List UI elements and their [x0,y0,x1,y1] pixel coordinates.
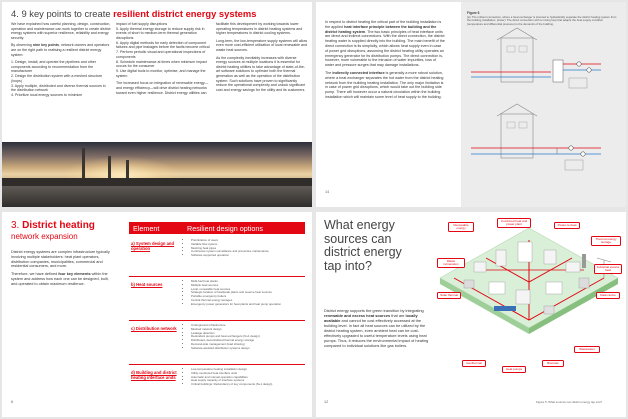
source-label: Wastewater [574,346,600,353]
row-key: a) System design and operation [131,241,175,251]
intro-text [11,250,111,290]
header-element: Element [133,224,160,233]
table-row [129,236,305,274]
text-run: and cannot be cost effectively accessed at the building level. In fact all heat sources can be utilized by the district heating system, even ambient heat can be cost-effectively upgraded to useful temperature levels using heat pumps. Thus, it reduces the environmental impact of heating compared to individual solutions like gas boilers. [324,318,429,348]
value-item: • Critical buildings: Redundancy of key components (N+1 design) [191,383,303,387]
page-heading [11,8,256,19]
table-row [129,320,305,362]
page-number: 12 [324,400,329,404]
row-values [187,239,303,258]
direct-connection-diagram [471,104,601,170]
value-item: • Continuous system surveillance and preventive maintenance [191,250,303,254]
text-run: By observing [11,43,33,48]
pump [587,68,591,72]
building [546,282,562,294]
value-item: • Leakage detection [191,332,303,336]
key-points-list-right [116,27,211,79]
hot-water-tank [565,160,583,170]
list-item: 2. Design the distribution system with a meshed structure (loops) [11,74,103,83]
list-item: 5. Apply thermal energy storage to reduce supply risk in events of short to medium-term thermal generation disruptions [116,26,205,40]
value-item: • Redundant pumps and heat exchangers (N+1 design) [191,335,303,339]
paragraph: The increased focus on integration of renewable energy—and energy efficiency—will drive district heating networks toward even higher resilience. District energy utilities can [116,81,209,95]
value-item: • Utility-monitored heat interface units [191,372,303,376]
value-item: • Central thermal energy storages [191,299,303,303]
row-values [187,368,303,387]
value-item: • Emergency power generators for heat plants and heat pump operation [191,303,303,307]
source-label: Data centre [596,292,620,299]
text-run: , network owners and operators are on the right path to realising a resilient district energy system: [11,43,110,57]
building [489,282,505,294]
building [579,278,589,288]
list-item: 1. Design, install, and operate the pipelines and other components according to recommendation from the manufacturer [11,60,96,74]
heat-exchanger [553,60,563,82]
page-number: 6 [11,400,14,404]
radiator [519,122,527,128]
paragraph [324,308,434,348]
value-item: • Distributed, decentralized thermal energy storage [191,339,303,343]
heading-plain: 9 key points to create [21,8,114,19]
value-item: • Software-assisted distribution systems design [191,347,303,351]
source-label: Heat pumps [502,366,526,373]
photo-skyline [2,178,312,186]
value-item: • Prioritization of users [191,239,303,243]
building [566,262,580,272]
text-run: is generally a more robust solution, where a heat exchanger separates the hot water from the district heating network from the building heating installation. The only major limitation is in case of power grid disruptions, which would take out the building side pump. There will however occur a natural circulation within the building installation which will maintain some level of heat supply to the building. [325,70,444,99]
hot-water-tank [569,78,587,88]
row-values [187,324,303,351]
value-item: • Meshed network design [191,328,303,332]
source-label: Geothermal [462,360,486,367]
building [516,290,530,304]
figure-panel [461,2,626,207]
heading-bold: District heating [22,220,95,231]
list-item: 4. Prioritize local energy sources to minimize [11,93,83,98]
page-heat-interface [316,2,626,207]
paragraph: facilitate this development by working towards lower operating temperatures in district heating systems and higher temperatures in district cooling systems. [216,22,303,36]
text-run: The [325,70,333,75]
building [496,250,506,266]
page-network-expansion [2,212,312,417]
table-header [129,222,305,234]
value-item: • Low-temperature heating installation design [191,368,303,372]
text-run: that are [390,313,406,318]
row-key: c) Distribution network [131,326,177,331]
page-energy-sources [316,212,626,417]
paragraph [325,20,445,68]
text-run-bold: locally available [324,313,418,323]
column-3 [216,22,308,95]
column-1 [11,22,111,98]
text-run: District energy supports the green transition by integrating [324,308,424,313]
building [518,242,532,262]
source-label: Biomass [542,360,564,367]
heading-number: 3. [11,220,20,231]
valve [577,62,581,66]
text-run: within the system and address how each one can be designed, built, and operated to obtain maximum resilience. [11,272,109,286]
design-options-table [129,222,305,414]
value-item: • Underground infrastructure [191,324,303,328]
connection-diagram [461,2,626,207]
page-heading: What energy sources can district energy tap into? [324,218,402,273]
text-run-bold: four key elements [58,272,91,277]
key-points-list-left [11,60,111,98]
source-label: Industrial excess heat [594,264,622,274]
valve [569,146,573,150]
table-row [129,364,305,412]
heading-red: resilient district energy systems [113,8,257,19]
interface-text [325,20,445,103]
source-label: Combined heat and power plant [497,218,531,228]
list-item: 3. Apply multiple, distributed and diverse thermal sources in the distribution network [11,83,106,93]
paragraph: Long-term, the low-temperature supply systems will allow even more cost-efficient utilization of local renewable and waste heat sources. [216,38,308,52]
list-item: 6. Apply digital methods for early detection of component failures and pipe leakages before the faults become critical [116,40,210,50]
source-label: Renewable energy [448,222,474,232]
figure-caption: Figure 5. What sources can district energy tap into? [536,400,603,404]
list-item: 8. Schedule maintenance at times when minimum impact occurs for the consumer [116,59,207,69]
source-label: Thermal energy storage [591,236,621,246]
photo-water [2,186,312,207]
paragraph: District energy systems are complex infrastructure typically involving multiple stakeholders: heat plant operators, distribution companies, municipalities, commercial and residential consumers, and more. [11,250,110,269]
continued-text: impact of fuel supply disruptions [116,22,168,26]
page-number: 14 [325,190,330,194]
heading-number: 4. [11,8,19,19]
chimney [582,254,586,268]
value-item: • Portable emergency boilers [191,295,303,299]
value-item: • Variable flow system [191,243,303,247]
header-options: Resilient design options [187,224,263,233]
source-label: Waste incineration [437,258,465,268]
value-item: • Local, renewable heat sources [191,288,303,292]
figure-label: Figure 6 [467,11,480,15]
value-item: • Strategic location of heat/peak plants and reserve heat sources [191,291,303,295]
section-heading [11,220,95,232]
row-key: b) Heat sources [131,282,163,287]
value-item: • Heat supply capacity of interface systems [191,379,303,383]
text-run-bold: indirectly connected interface [332,70,385,75]
text-run-bold: renewable and excess heat sources [324,313,391,318]
building [464,280,474,288]
radiator [507,46,515,52]
solar-field [494,306,516,311]
row-values [187,280,303,307]
value-item: • Multiple heat sources [191,284,303,288]
list-item: 9. Use digital tools to monitor, optimise, and manage the system [116,69,206,78]
section-subheading: network expansion [11,232,78,241]
value-item: • Meshing heat pipes [191,247,303,251]
text-run-bold: nine key points [32,43,59,48]
radiator [519,46,527,52]
list-item: 7. Perform periodic visual and operational inspections of components [116,50,206,59]
row-key: d) Building and district heating interface units [131,370,177,380]
paragraph: As the complexity inevitably increases with diverse energy sources at multiple locations it is essential for district heating utilities to take advantage of state-of-the-art software solutions to optimize both the thermal generation as well as the operation of the distribution system. Such solutions have proven to significantly reduce the operational complexity and unlock significant cost and energy savings for the utility and its customers. [216,55,306,92]
value-item: • Multi-fuel heat plants [191,280,303,284]
text-run: In respect to district heating the critical part of the building installation is the applied [325,20,442,29]
pump [581,152,585,156]
power-plant-photo [2,142,312,207]
radiator [507,122,515,128]
house-outline [501,38,533,82]
building [544,250,556,264]
value-item: • Software supported operation [191,254,303,258]
house-outline [501,114,533,158]
text-run: . The two basic principles of heat interface units are direct and indirect connections. With the direct connection, the district heating water is supplied directly into the building. The main benefit of the direct connection is its simplicity, which allows heat supply even in case of power grid disruptions, assuming the district heating utility operates an emergency generator for its distribution pumps. The direct connection is, however, more vulnerable to the intrusion of water impurities, loss of water and pressure surges that may damage installations. [325,29,445,68]
page-key-points [2,2,312,207]
column-2 [116,22,211,98]
paragraph [325,71,445,100]
body-text [324,308,434,351]
storage-tank [544,306,554,314]
table-row [129,276,305,318]
figure-caption: (a): The indirect connection, where a heat exchanger is inserted to hydraulically separate the district heating system from the building installation. (lower): The direct connection with a mixing loop that adapts the heat supply condition (temperature and differential pressure) to the demands of the building. [467,15,617,26]
source-label: Solar thermal [437,292,461,299]
intro-paragraph: We have explained how careful planning, design, construction, operation and maintenance can work together to create district energy systems with superior resilience, reliability and energy security. [11,22,111,40]
building [474,262,486,272]
value-item: • Demand-side management (load shaving) [191,343,303,347]
value-item: • Automatic and manual operation capabilities [191,376,303,380]
paragraph [11,272,111,286]
intro-paragraph-2 [11,43,111,57]
indirect-connection-diagram [471,28,601,88]
text-run: Therefore, we have defined [11,272,59,277]
source-label: Power-to-heat [554,222,580,229]
text-run-bold: heat interface principle between the building and the district heating system [325,24,437,34]
